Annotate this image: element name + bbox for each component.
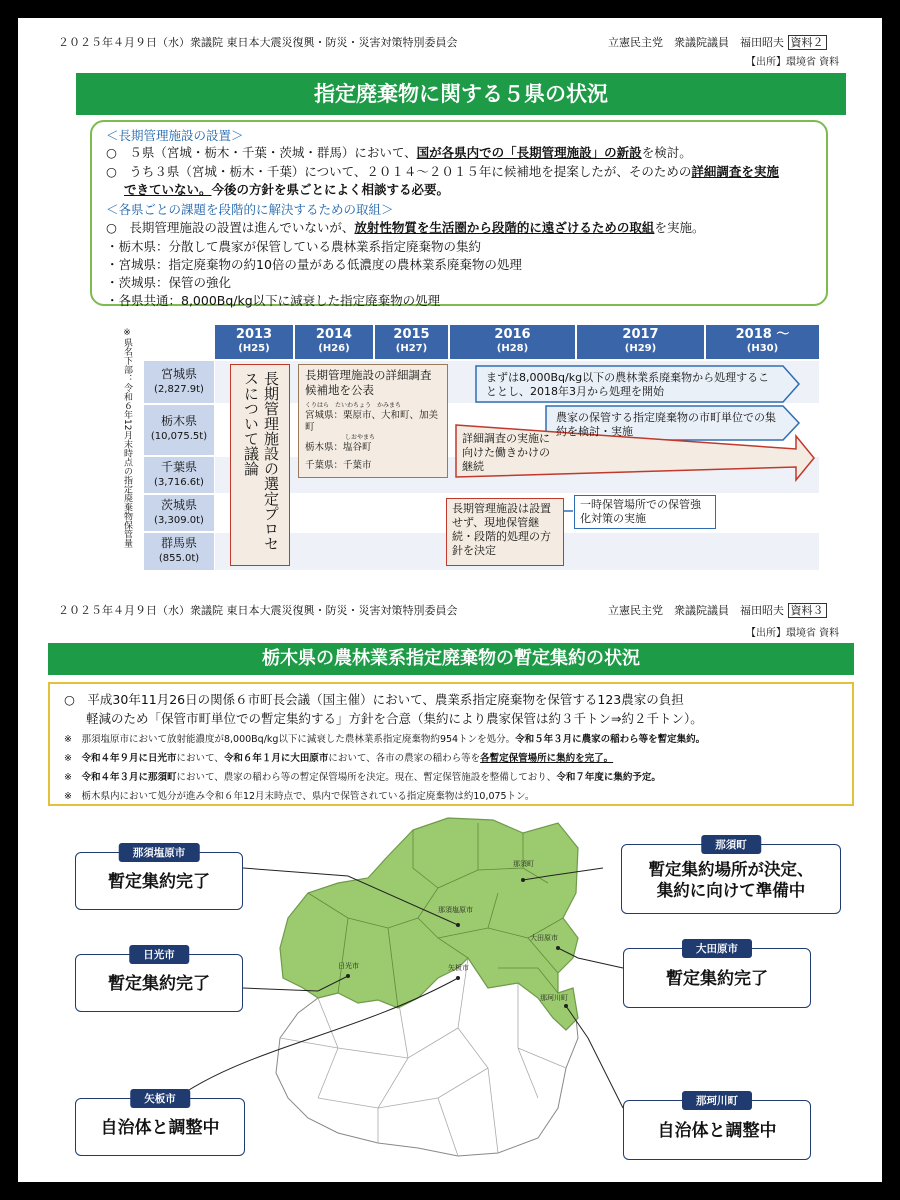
callout-tag: 矢板市 — [130, 1089, 190, 1108]
bullet-item: ・栃木県：分散して農家が保管している農林業系指定廃棄物の集約 — [106, 239, 482, 254]
page-title: 指定廃棄物に関する５県の状況 — [76, 73, 846, 115]
selection-process-box: 長期管理施設の選定プロセスについて議論 — [230, 364, 290, 566]
summary-line: ○ 長期管理施設の設置は進んでいないが、放射性物質を生活圏から段階的に遠ざけるための取組を実施。 — [106, 220, 705, 235]
note-line: ※ 那須塩原市において放射能濃度が8,000Bq/kg以下に減衰した農林業系指定廃棄物約954トンを処分。令和５年３月に農家の稲わら等を暫定集約。 — [64, 734, 706, 745]
callout-status: 自治体と調整中 — [657, 1121, 777, 1141]
marker-nikko — [346, 974, 350, 978]
year-header: 2013 (H25) — [215, 325, 293, 359]
prefecture-cell: 群馬県 (855.0t) — [144, 533, 214, 570]
callout-tag: 那珂川町 — [682, 1091, 752, 1110]
year-header: 2017 (H29) — [577, 325, 704, 359]
marker-nasu — [521, 878, 525, 882]
summary-line: ○ ５県（宮城・栃木・千葉・茨城・群馬）において、国が各県内での「長期管理施設」の新設を検討。 — [106, 145, 692, 160]
doc-number: 資料３ — [788, 603, 827, 618]
summary-line: できていない。今後の方針を県ごとによく相談する必要。 — [124, 182, 450, 197]
page-sheet — [18, 18, 882, 1182]
callout-status: 暫定集約完了 — [108, 872, 210, 892]
map-label-nikko: 日光市 — [338, 962, 359, 970]
note-line: ※ 栃木県内において処分が進み令和６年12月末時点で、県内で保管されている指定廃棄物は約10,075トン。 — [64, 791, 535, 802]
candidate-miyagi: 宮城県：栗原市、大和町、加美町 — [305, 410, 439, 433]
note-line: ※ 令和４年３月に那須町において、農家の稲わら等の暫定保管場所を決定。現在、暫定保管施設を整備しており、令和７年度に集約予定。 — [64, 772, 661, 783]
page-title: 栃木県の農林業系指定廃棄物の暫定集約の状況 — [48, 643, 854, 675]
header-left: ２０２５年４月９日（水）衆議院 東日本大震災復興・防災・災害対策特別委員会 — [58, 604, 458, 617]
callout-tag: 大田原市 — [682, 939, 752, 958]
year-header: 2016 (H28) — [450, 325, 575, 359]
bullet-item: ・茨城県：保管の強化 — [106, 275, 232, 290]
lead-line: 軽減のため「保管市町単位での暫定集約する」方針を合意（集約により農家保管は約３千トン⇒約２千トン）。 — [86, 711, 703, 726]
ruby-tochigi: しおやまち — [345, 434, 376, 441]
source-note: 【出所】環境省 資料 — [746, 57, 840, 68]
marker-yaita — [456, 976, 460, 980]
section-heading: ＜各県ごとの課題を段階的に解決するための取組＞ — [106, 202, 394, 217]
callout-status-2: 集約に向けて準備中 — [656, 881, 806, 900]
ibaraki-storage-box: 一時保管場所での保管強化対策の実施 — [574, 495, 716, 529]
candidate-tochigi: 栃木県：塩谷町 — [305, 442, 372, 453]
marker-nasushiobara — [456, 923, 460, 927]
callout-tag: 日光市 — [129, 945, 189, 964]
callout-status: 自治体と調整中 — [100, 1118, 220, 1138]
callout-tag: 那須町 — [701, 835, 761, 854]
year-header: 2014 (H26) — [295, 325, 373, 359]
section-heading: ＜長期管理施設の設置＞ — [106, 128, 244, 143]
marker-nakagawa — [564, 1004, 568, 1008]
callout-status: 暫定集約完了 — [108, 974, 210, 994]
source-note: 【出所】環境省 資料 — [746, 628, 840, 639]
summary-line: ○ うち３県（宮城・栃木・千葉）について、２０１４～２０１５年に候補地を提案したが、そのための詳細調査を実施 — [106, 164, 779, 179]
tochigi-consolidation-text: 農家の保管する指定廃棄物の市町単位での集約を検討・実施 — [556, 411, 776, 438]
callout-status-1: 暫定集約場所が決定、 — [648, 860, 814, 879]
ibaraki-policy-box: 長期管理施設は設置せず、現地保管継続・段階的処理の方針を決定 — [446, 498, 564, 566]
map-label-nakagawa: 那珂川町 — [540, 994, 568, 1002]
candidate-title: 長期管理施設の詳細調査候補地を公表 — [305, 368, 432, 397]
prefecture-cell: 宮城県 (2,827.9t) — [144, 361, 214, 403]
map-label-yaita: 矢板市 — [448, 964, 469, 972]
header-left: ２０２５年４月９日（水）衆議院 東日本大震災復興・防災・災害対策特別委員会 — [58, 36, 458, 49]
chiba-survey-text: 詳細調査の実施に向けた働きかけの継続 — [462, 432, 550, 473]
marker-otawara — [556, 946, 560, 950]
header-author: 立憲民主党 衆議院議員 福田昭夫 — [608, 36, 784, 49]
callout-nikko — [75, 949, 243, 1012]
miyagi-process-text: まずは8,000Bq/kg以下の農林業系廃棄物から処理することとし、2018年3月から処理を開始 — [486, 371, 770, 398]
header-author: 立憲民主党 衆議院議員 福田昭夫 — [608, 604, 784, 617]
storage-footnote: ※県名下部：令和６年12月末時点の指定廃棄物保管量 — [122, 328, 132, 548]
prefecture-cell: 千葉県 (3,716.6t) — [144, 457, 214, 493]
year-header: 2018 ～ (H30) — [706, 325, 819, 359]
callout-status: 暫定集約完了 — [666, 969, 768, 989]
candidate-chiba: 千葉県：千葉市 — [305, 460, 372, 471]
lead-line: ○ 平成30年11月26日の関係６市町長会議（国主催）において、農業系指定廃棄物を保管する123農家の負担 — [64, 692, 684, 707]
callout-yaita — [75, 1093, 245, 1156]
callout-nasushiobara — [75, 847, 243, 910]
bullet-item: ・各県共通：8,000Bq/kg以下に減衰した指定廃棄物の処理 — [106, 293, 441, 308]
prefecture-cell: 栃木県 (10,075.5t) — [144, 405, 214, 455]
header-right — [608, 602, 827, 618]
map-label-nasushiobara: 那須塩原市 — [438, 906, 473, 914]
timeline-arrows — [18, 18, 882, 578]
policy-box — [48, 682, 854, 806]
map-label-otawara: 大田原市 — [530, 934, 558, 942]
callout-nasu — [621, 839, 841, 914]
prefecture-cell: 茨城県 (3,309.0t) — [144, 495, 214, 531]
callout-tag: 那須塩原市 — [119, 843, 200, 862]
map-label-nasu: 那須町 — [513, 860, 534, 868]
bullet-item: ・宮城県：指定廃棄物の約10倍の量がある低濃度の農林業系廃棄物の処理 — [106, 257, 522, 272]
year-header: 2015 (H27) — [375, 325, 448, 359]
note-line: ※ 令和４年９月に日光市において、令和６年１月に大田原市において、各市の農家の稲わら等を各暫定保管場所に集約を完了。 — [64, 753, 614, 764]
callout-otawara — [623, 943, 811, 1008]
ruby-miyagi: くりはら たいわちょう かみまち — [305, 402, 402, 409]
callout-nakagawa — [623, 1095, 811, 1160]
doc-number: 資料２ — [788, 35, 827, 50]
